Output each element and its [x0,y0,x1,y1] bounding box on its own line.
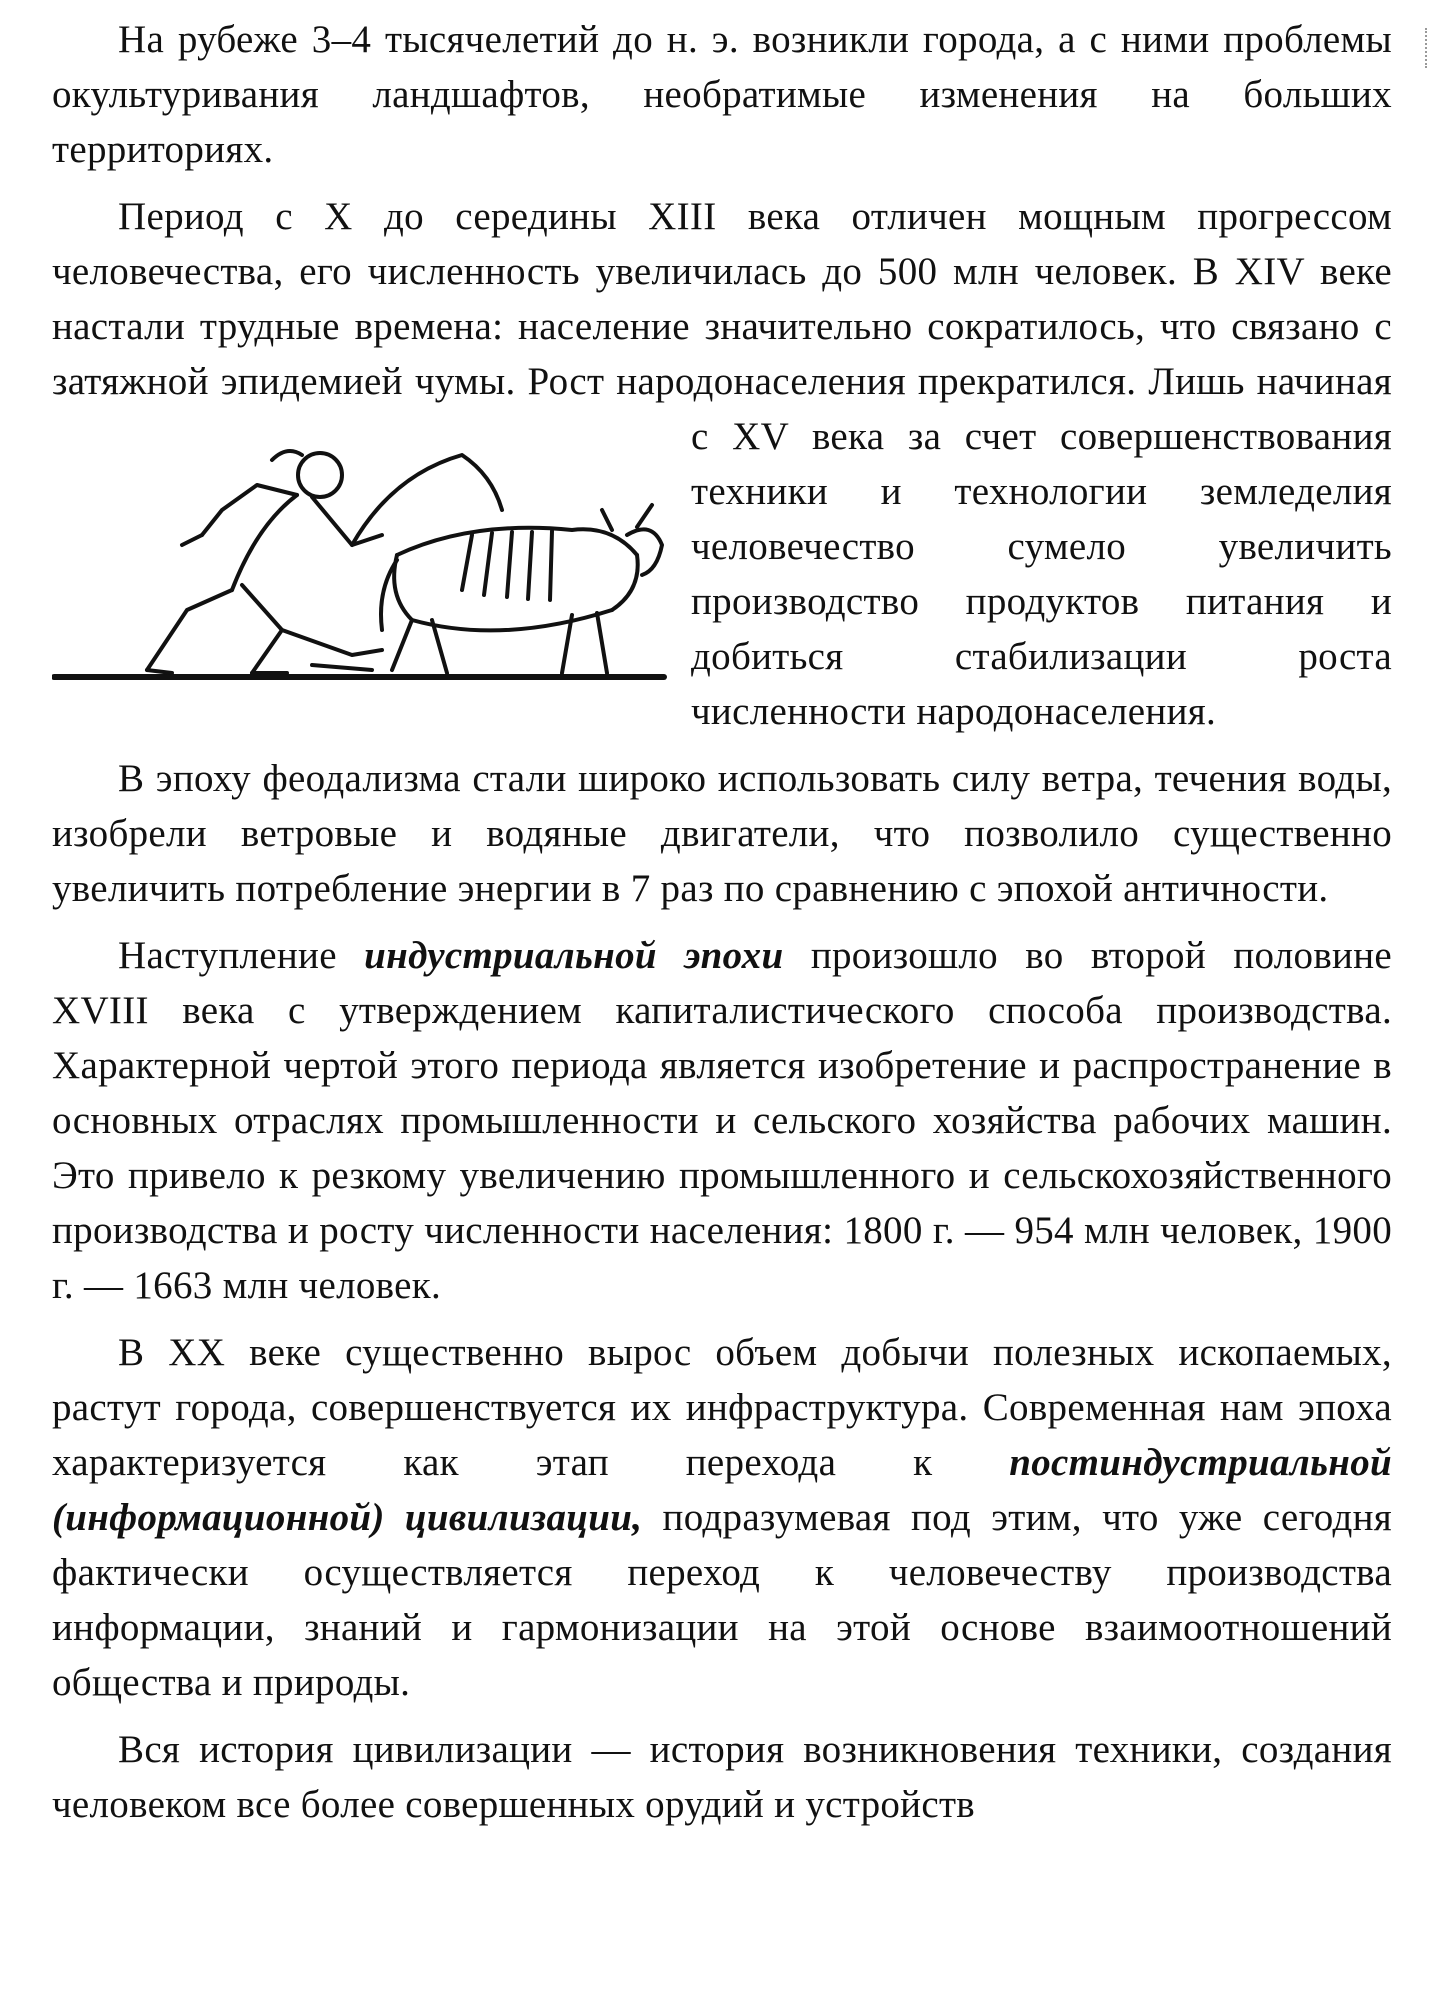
industrial-era-term: индустриальной эпохи [364,934,784,977]
paragraph-4-text-b: произошло во второй половине XVIII века с утверждением капиталистического способа производства. Характерной чертой этого периода является изобретение и распространение в основных отраслях промышленности и сельского хозяйства рабочих машин. Это привело к резкому увеличению промышленного и сельскохозяйственного производства и росту численности населения: 1800 г. — 954 млн человек, 1900 г. — 1663 млн человек. [52,934,1393,1307]
paragraph-3 [52,751,1392,916]
paragraph-5-text-b: подразумевая под этим, что уже сегодня фактически осуществляется переход к человечеству производства информации, знаний и гармонизации на этой основе взаимоотношений общества и природы. [52,1496,1392,1704]
paragraph-5-text-a: В XX веке существенно вырос объем добычи полезных ископаемых, растут города, совершенствуется их инфраструктура. Современная нам эпоха характеризуется как этап перехода к [52,1331,1392,1484]
paragraph-2-text [52,195,1392,733]
text-page [52,12,1392,1844]
paragraph-6 [52,1722,1392,1832]
ancient-plowing-illustration-icon [52,415,667,685]
paragraph-4 [52,928,1392,1313]
paragraph-5 [52,1325,1392,1710]
paragraph-1-text: На рубеже 3–4 тысячелетий до н. э. возникли города, а с ними проблемы окультуривания ландшафтов, необратимые изменения на больших территориях. [52,18,1392,171]
paragraph-2 [52,189,1392,739]
paragraph-3-text: В эпоху феодализма стали широко использовать силу ветра, течения воды, изобрели ветровые и водяные двигатели, что позволило существенно увеличить потребление энергии в 7 раз по сравнению с эпохой античности. [52,757,1392,910]
paragraph-6-text: Вся история цивилизации — история возникновения техники, создания человеком все более совершенных орудий и устройств [52,1728,1392,1826]
post-industrial-term: постиндустриальной (информационной) цивилизации, [52,1441,1392,1539]
page-edge-mark [1419,28,1427,68]
plowing-drawing [52,415,667,685]
paragraph-2-text-a: Период с X до середины XIII века отличен мощным прогрессом человечества, его численность увеличилась до 500 млн человек. В XIV веке настали трудные времена: население значительно сократилось, что связано с затяжной эпидемией чумы. Рост народонаселения прекратился. Лишь начиная с XV века за счет [52,195,1392,458]
paragraph-4-text-a: Наступление [118,934,365,977]
paragraph-1 [52,12,1392,177]
paragraph-2-text-b: совершенствования техники и технологии земледелия человечество сумело увеличить производство продуктов питания и добиться стабилизации роста численности народонаселения. [691,415,1392,733]
